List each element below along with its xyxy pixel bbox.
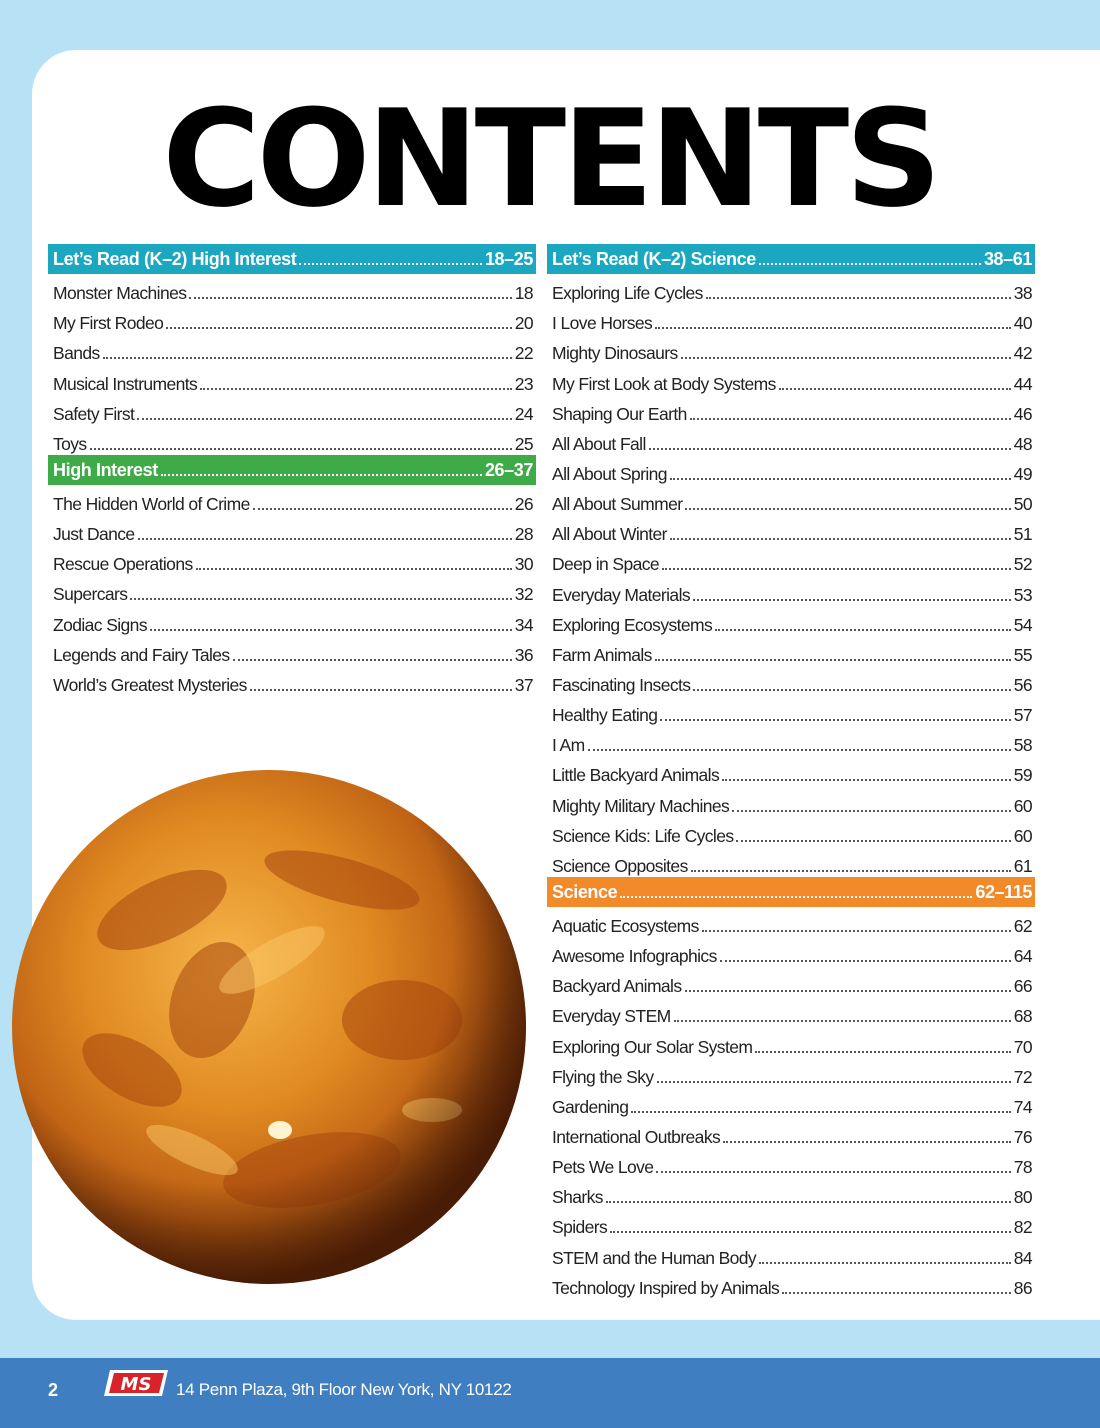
- toc-entry-label: STEM and the Human Body: [552, 1247, 757, 1268]
- section-header-pages: 62–115: [975, 881, 1032, 902]
- section-header-pages: 38–61: [983, 249, 1032, 269]
- leader-dots: [690, 418, 1011, 420]
- toc-entry[interactable]: [547, 937, 1035, 967]
- toc-entry-page: 28: [514, 524, 533, 545]
- toc-entry-page: 32: [514, 584, 533, 605]
- toc-entry-page: 42: [1013, 343, 1032, 364]
- toc-entry[interactable]: [547, 817, 1035, 847]
- toc-entry[interactable]: [547, 575, 1035, 605]
- leader-dots: [196, 568, 512, 570]
- toc-entry[interactable]: [547, 485, 1035, 515]
- toc-entry-label: Legends and Fairy Tales: [53, 644, 230, 665]
- leader-dots: [649, 448, 1011, 450]
- toc-entry[interactable]: [547, 455, 1035, 485]
- toc-entry-page: 44: [1013, 373, 1032, 394]
- venus-planet-image: [12, 770, 526, 1284]
- toc-entry-label: Little Backyard Animals: [552, 765, 720, 786]
- leader-dots: [655, 659, 1011, 661]
- toc-entry-label: Toys: [53, 433, 87, 454]
- section-header-high-interest[interactable]: [48, 455, 536, 485]
- toc-entry-label: Rescue Operations: [53, 554, 193, 575]
- leader-dots: [723, 1141, 1011, 1143]
- leader-dots: [732, 810, 1011, 812]
- toc-entry[interactable]: [547, 304, 1035, 334]
- toc-entry[interactable]: [547, 1148, 1035, 1178]
- footer-address: 14 Penn Plaza, 9th Floor New York, NY 10122: [176, 1380, 512, 1399]
- toc-entry-page: 86: [1013, 1277, 1032, 1298]
- toc-entry[interactable]: [48, 636, 536, 666]
- toc-entry[interactable]: [48, 395, 536, 425]
- toc-entry-label: Healthy Eating: [552, 705, 658, 726]
- toc-entry-page: 34: [514, 614, 533, 635]
- toc-entry[interactable]: [547, 636, 1035, 666]
- leader-dots: [691, 870, 1011, 872]
- toc-entry[interactable]: [547, 967, 1035, 997]
- toc-entry-page: 50: [1013, 494, 1032, 515]
- toc-entry-label: Deep in Space: [552, 554, 660, 575]
- section-header-label: Science: [552, 881, 618, 902]
- toc-entry-label: Pets We Love: [552, 1157, 654, 1178]
- toc-entry-label: The Hidden World of Crime: [53, 493, 250, 514]
- toc-entry[interactable]: [547, 907, 1035, 937]
- leader-dots: [674, 1020, 1011, 1022]
- toc-entry[interactable]: [547, 726, 1035, 756]
- toc-entry-label: Everyday STEM: [552, 1006, 671, 1027]
- toc-entry[interactable]: [547, 606, 1035, 636]
- toc-entry-page: 49: [1013, 463, 1032, 484]
- leader-dots: [779, 388, 1011, 390]
- leader-dots: [670, 478, 1011, 480]
- toc-entry-label: Aquatic Ecosystems: [552, 915, 699, 936]
- leader-dots: [722, 779, 1011, 781]
- toc-entry-page: 78: [1013, 1157, 1032, 1178]
- toc-entry-label: Mighty Dinosaurs: [552, 343, 678, 364]
- toc-entry-page: 36: [514, 644, 533, 665]
- ms-logo-icon: [102, 1368, 170, 1398]
- toc-entry-label: World’s Greatest Mysteries: [53, 674, 247, 695]
- toc-entry[interactable]: [547, 696, 1035, 726]
- leader-dots: [299, 263, 482, 265]
- toc-entry-label: Science Kids: Life Cycles: [552, 825, 734, 846]
- toc-entry-label: Science Opposites: [552, 855, 688, 876]
- toc-entry[interactable]: [48, 666, 536, 696]
- toc-entry-page: 59: [1013, 765, 1032, 786]
- toc-entry-page: 26: [514, 493, 533, 514]
- leader-dots: [253, 508, 512, 510]
- toc-entry-label: Gardening: [552, 1096, 629, 1117]
- toc-entry-label: All About Summer: [552, 494, 683, 515]
- toc-entry-label: Zodiac Signs: [53, 614, 147, 635]
- toc-entry-label: Technology Inspired by Animals: [552, 1277, 780, 1298]
- toc-entry[interactable]: [547, 756, 1035, 786]
- leader-dots: [706, 297, 1011, 299]
- toc-entry[interactable]: [547, 334, 1035, 364]
- toc-entry-page: 72: [1013, 1066, 1032, 1087]
- toc-entry-page: 37: [514, 674, 533, 695]
- toc-entry-label: My First Look at Body Systems: [552, 373, 776, 394]
- toc-entry[interactable]: [547, 1118, 1035, 1148]
- section-header-label: Let’s Read (K–2) High Interest: [53, 249, 297, 269]
- page-number: 2: [48, 1380, 59, 1400]
- leader-dots: [138, 538, 512, 540]
- toc-entry-page: 60: [1013, 825, 1032, 846]
- leader-dots: [693, 599, 1011, 601]
- leader-dots: [657, 1081, 1011, 1083]
- leader-dots: [200, 388, 512, 390]
- section-header-label: High Interest: [53, 459, 158, 480]
- toc-entry[interactable]: [547, 545, 1035, 575]
- leader-dots: [681, 357, 1011, 359]
- toc-entry[interactable]: [547, 786, 1035, 816]
- toc-entry[interactable]: [547, 1238, 1035, 1268]
- toc-entry[interactable]: [547, 1058, 1035, 1088]
- toc-entry[interactable]: [547, 1027, 1035, 1057]
- section-header-science[interactable]: [547, 877, 1035, 907]
- toc-entry[interactable]: [547, 395, 1035, 425]
- toc-entry[interactable]: [547, 1088, 1035, 1118]
- toc-entry[interactable]: [48, 605, 536, 635]
- toc-entry[interactable]: [547, 425, 1035, 455]
- toc-entry-page: 23: [514, 373, 533, 394]
- toc-entry[interactable]: [48, 425, 536, 455]
- toc-entry-page: 46: [1013, 403, 1032, 424]
- toc-entry-label: Flying the Sky: [552, 1066, 654, 1087]
- toc-entry-page: 62: [1013, 915, 1032, 936]
- page-title: CONTENTS: [162, 81, 938, 237]
- toc-entry-page: 40: [1013, 313, 1032, 334]
- toc-entry[interactable]: [547, 666, 1035, 696]
- leader-dots: [693, 689, 1010, 691]
- leader-dots: [90, 448, 512, 450]
- leader-dots: [189, 297, 511, 299]
- toc-entry[interactable]: [547, 1208, 1035, 1238]
- toc-entry-page: 52: [1013, 554, 1032, 575]
- leader-dots: [655, 327, 1011, 329]
- toc-entry-page: 24: [514, 403, 533, 424]
- toc-entry-page: 51: [1013, 524, 1032, 545]
- toc-entry-page: 82: [1013, 1217, 1032, 1238]
- toc-entry[interactable]: [547, 997, 1035, 1027]
- leader-dots: [588, 749, 1011, 751]
- toc-entry-label: Everyday Materials: [552, 584, 691, 605]
- section-header-lets-read-science[interactable]: [547, 244, 1035, 274]
- leader-dots: [250, 689, 512, 691]
- leader-dots: [656, 1171, 1010, 1173]
- toc-entry-page: 84: [1013, 1247, 1032, 1268]
- toc-entry-page: 48: [1013, 433, 1032, 454]
- leader-dots: [150, 629, 512, 631]
- svg-text:MS: MS: [120, 1374, 152, 1395]
- toc-entry-page: 55: [1013, 644, 1032, 665]
- toc-entry-label: Musical Instruments: [53, 373, 198, 394]
- toc-entry[interactable]: [48, 334, 536, 364]
- toc-entry-page: 25: [514, 433, 533, 454]
- toc-entry-label: I Love Horses: [552, 313, 653, 334]
- leader-dots: [720, 960, 1011, 962]
- toc-entry-page: 38: [1013, 283, 1032, 304]
- toc-entry-label: Exploring Our Solar System: [552, 1036, 753, 1057]
- leader-dots: [620, 896, 972, 898]
- leader-dots: [660, 719, 1010, 721]
- leader-dots: [736, 840, 1010, 842]
- toc-entry-page: 30: [514, 554, 533, 575]
- leader-dots: [166, 327, 511, 329]
- toc-entry-page: 68: [1013, 1006, 1032, 1027]
- toc-entry[interactable]: [547, 274, 1035, 304]
- leader-dots: [755, 1051, 1010, 1053]
- toc-entry-label: Shaping Our Earth: [552, 403, 687, 424]
- toc-entry-label: Mighty Military Machines: [552, 795, 730, 816]
- toc-entry-label: Exploring Life Cycles: [552, 283, 703, 304]
- toc-entry[interactable]: [48, 364, 536, 394]
- toc-entry[interactable]: [547, 364, 1035, 394]
- toc-entry-label: Just Dance: [53, 524, 135, 545]
- toc-entry-label: I Am: [552, 735, 585, 756]
- toc-entry-label: Sharks: [552, 1187, 603, 1208]
- leader-dots: [685, 508, 1010, 510]
- toc-entry-label: All About Fall: [552, 433, 646, 454]
- toc-entry-page: 76: [1013, 1126, 1032, 1147]
- leader-dots: [130, 598, 511, 600]
- section-header-pages: 26–37: [484, 459, 533, 480]
- toc-entry[interactable]: [48, 274, 536, 304]
- toc-entry-page: 80: [1013, 1187, 1032, 1208]
- leader-dots: [759, 263, 981, 265]
- toc-entry-label: Bands: [53, 343, 100, 364]
- toc-entry-page: 53: [1013, 584, 1032, 605]
- footer-bar: [0, 1358, 1100, 1428]
- leader-dots: [782, 1292, 1011, 1294]
- toc-entry-page: 58: [1013, 735, 1032, 756]
- toc-entry[interactable]: [547, 1269, 1035, 1299]
- toc-entry[interactable]: [547, 515, 1035, 545]
- toc-entry-page: 61: [1013, 855, 1032, 876]
- toc-entry-page: 54: [1013, 614, 1032, 635]
- left-column: [48, 244, 536, 696]
- toc-entry-label: Spiders: [552, 1217, 608, 1238]
- toc-entry[interactable]: [547, 847, 1035, 877]
- toc-entry-page: 20: [514, 313, 533, 334]
- toc-entry-page: 22: [514, 343, 533, 364]
- leader-dots: [233, 659, 512, 661]
- toc-entry-label: My First Rodeo: [53, 313, 164, 334]
- toc-entry[interactable]: [48, 515, 536, 545]
- toc-entry-label: Fascinating Insects: [552, 674, 691, 695]
- leader-dots: [137, 418, 511, 420]
- toc-entry-label: All About Winter: [552, 524, 667, 545]
- toc-entry[interactable]: [48, 485, 536, 515]
- toc-entry[interactable]: [48, 545, 536, 575]
- toc-entry-label: Backyard Animals: [552, 976, 682, 997]
- toc-entry-page: 64: [1013, 946, 1032, 967]
- toc-entry-label: All About Spring: [552, 463, 667, 484]
- toc-entry-label: Monster Machines: [53, 283, 187, 304]
- toc-entry-label: Awesome Infographics: [552, 946, 717, 967]
- section-header-label: Let’s Read (K–2) Science: [552, 249, 756, 269]
- toc-entry-page: 57: [1013, 705, 1032, 726]
- toc-entry[interactable]: [48, 575, 536, 605]
- toc-entry-page: 18: [514, 283, 533, 304]
- leader-dots: [670, 538, 1011, 540]
- leader-dots: [702, 930, 1011, 932]
- toc-entry-label: Exploring Ecosystems: [552, 614, 713, 635]
- toc-entry-page: 70: [1013, 1036, 1032, 1057]
- leader-dots: [685, 990, 1011, 992]
- section-header-lets-read-high-interest[interactable]: [48, 244, 536, 274]
- leader-dots: [759, 1262, 1011, 1264]
- leader-dots: [610, 1231, 1011, 1233]
- leader-dots: [662, 568, 1011, 570]
- leader-dots: [631, 1111, 1010, 1113]
- toc-entry-page: 60: [1013, 795, 1032, 816]
- toc-entry-label: Supercars: [53, 584, 128, 605]
- toc-entry[interactable]: [547, 1178, 1035, 1208]
- toc-entry-page: 56: [1013, 674, 1032, 695]
- toc-entry-label: Safety First: [53, 403, 135, 424]
- toc-entry-label: Farm Animals: [552, 644, 652, 665]
- toc-entry[interactable]: [48, 304, 536, 334]
- leader-dots: [606, 1201, 1011, 1203]
- leader-dots: [161, 474, 482, 476]
- toc-entry-page: 66: [1013, 976, 1032, 997]
- section-header-pages: 18–25: [484, 249, 533, 269]
- toc-entry-page: 74: [1013, 1096, 1032, 1117]
- right-column: [547, 244, 1035, 1299]
- toc-entry-label: International Outbreaks: [552, 1126, 721, 1147]
- leader-dots: [715, 629, 1011, 631]
- leader-dots: [103, 357, 512, 359]
